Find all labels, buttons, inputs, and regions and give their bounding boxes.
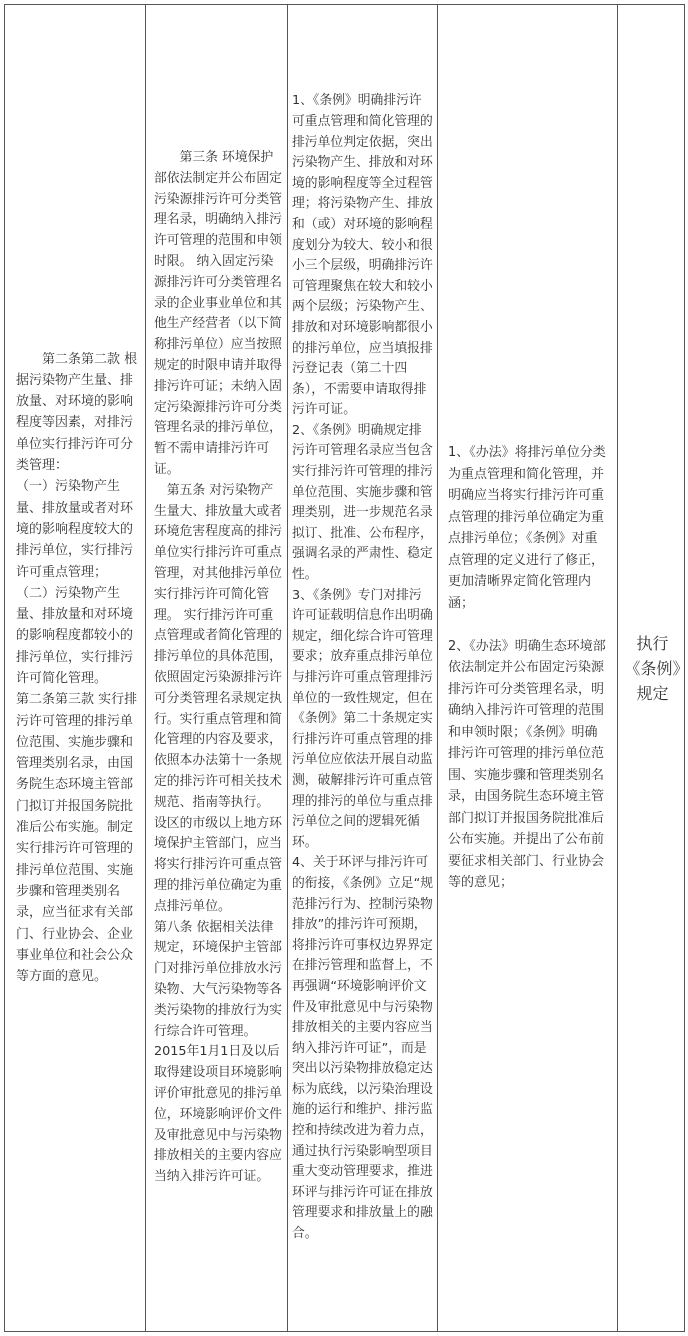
difference-text: 1、《办法》将排污单位分类为重点管理和简化管理，并明确应当将实行排污许可重点管理的排污单位确定为重点排污单位；《条例》对重点管理的定义进行了修正，更加清晰界定简化管理内涵； 2、《办法》明确生态环境部依法制定并公布固定污染源排污许可分类管理名录，明确纳入排污许可管理的范围和申领时限；《条例》明确排污许可管理的排污单位范围、实施步骤和管理类别名录，由国务院生态环境主管部门拟订并报国务院批准后公布实施。并提出了公布前要征求相关部门、行业协会等的意见； [448,445,606,891]
regulation-analysis-text: 1、《条例》明确排污许可重点管理和简化管理的排污单位判定依据，突出污染物产生、排放和对环境的影响程度等全过程管理；将污染物产生、排放和（或）对环境的影响程度划分为较大、较小和很小三个层级，明确排污许可管理聚焦在较大和较小两个层级；污染物产生、排放和对环境影响都很小的排污单位，应当填报排污登记表（第二十四条），不需要申请取得排污许可证。 2、《条例》明确规定排污许可管理名录应当包含实行排污许可管理的排污单位范围、实施步骤和管理类别，进一步规范名录拟订、批准、公布程序，强调名录的严肃性、稳定性。 3、《条例》专门对排污许可证载明信息作出明确规定，细化综合许可管理要求；放弃重点排污单位与排污许可重点管理排污单位的一致性规定，但在《条例》第二十条规定实行排污许可重点管理的排污单位应依法开展自动监测，破解排污许可重点管理的排污的单位与重点排污单位之间的逻辑死循环。 4、关于环评与排污许可的衔接，《条例》立足“规范排污行为、控制污染物排放”的排污许可预期，将排污许可事权边界界定在排污管理和监督上，不再强调“环境影响评价文件及审批意见中与污染物排放相关的主要内容应当纳入排污许可证”，而是突出以污染物排放稳定达标为底线，以污染治理设施的运行和维护、排污监控和持续改进为着力点，通过执行污染影响型项目重大变动管理要求，推进环评与排污许可证在排放管理要求和排放量上的融合。 [292,93,433,1242]
conclusion-text: 执行《条例》规定 [624,633,681,703]
measures-clause-text: 第三条 环境保护部依法制定并公布固定污染源排污许可分类管理名录，明确纳入排污许可管理的范围和申领时限。 纳入固定污染源排污许可分类管理名录的企业事业单位和其他生产经营者（以下简称排污单位）应当按照规定的时限申请并取得排污许可证；未纳入固定污染源排污许可分类管理名录的排污单位，暂不需申请排污许可证。 第五条 对污染物产生量大、排放量大或者环境危害程度高的排污单位实行排污许可重点管理，对其他排污单位实行排污许可简化管理。 实行排污许可重点管理或者简化管理的排污单位的具体范围，依照固定污染源排污许可分类管理名录规定执行。实行重点管理和简化管理的内容及要求，依照本办法第十一条规定的排污许可相关技术规范、指南等执行。 设区的市级以上地方环境保护主管部门，应当将实行排污许可重点管理的排污单位确定为重点排污单位。 第八条 依据相关法律规定，环境保护主管部门对排污单位排放水污染物、大气污染物等各类污染物的排放行为实行综合许可管理。 2015年1月1日及以后取得建设项目环境影响评价审批意见的排污单位，环境影响评价文件及审批意见中与污染物排放相关的主要内容应当纳入排污许可证。 [154,150,282,1185]
measures-clause-cell [154,5,282,1331]
comparison-table [4,4,685,1332]
regulation-clause-text: 第二条第二款 根据污染物产生量、排放量、对环境的影响程度等因素，对排污单位实行排污许可分类管理： （一）污染物产生量、排放量或者对环境的影响程度较大的排污单位，实行排污许可重点管理； （二）污染物产生量、排放量和对环境的影响程度都较小的排污单位，实行排污许可简化管理。 第二条第三款 实行排污许可管理的排污单位范围、实施步骤和管理类别名录，由国务院生态环境主管部门拟订并报国务院批准后公布实施。制定实行排污许可管理的排污单位范围、实施步骤和管理类别名录，应当征求有关部门、行业协会、企业事业单位和社会公众等方面的意见。 [16,351,138,985]
column-divider [437,5,438,1331]
column-divider [145,5,146,1331]
difference-cell [448,5,609,1331]
regulation-clause-cell [16,5,140,1331]
column-divider [617,5,618,1331]
regulation-analysis-cell [292,5,434,1331]
conclusion-cell [624,5,681,1331]
column-divider [287,5,288,1331]
